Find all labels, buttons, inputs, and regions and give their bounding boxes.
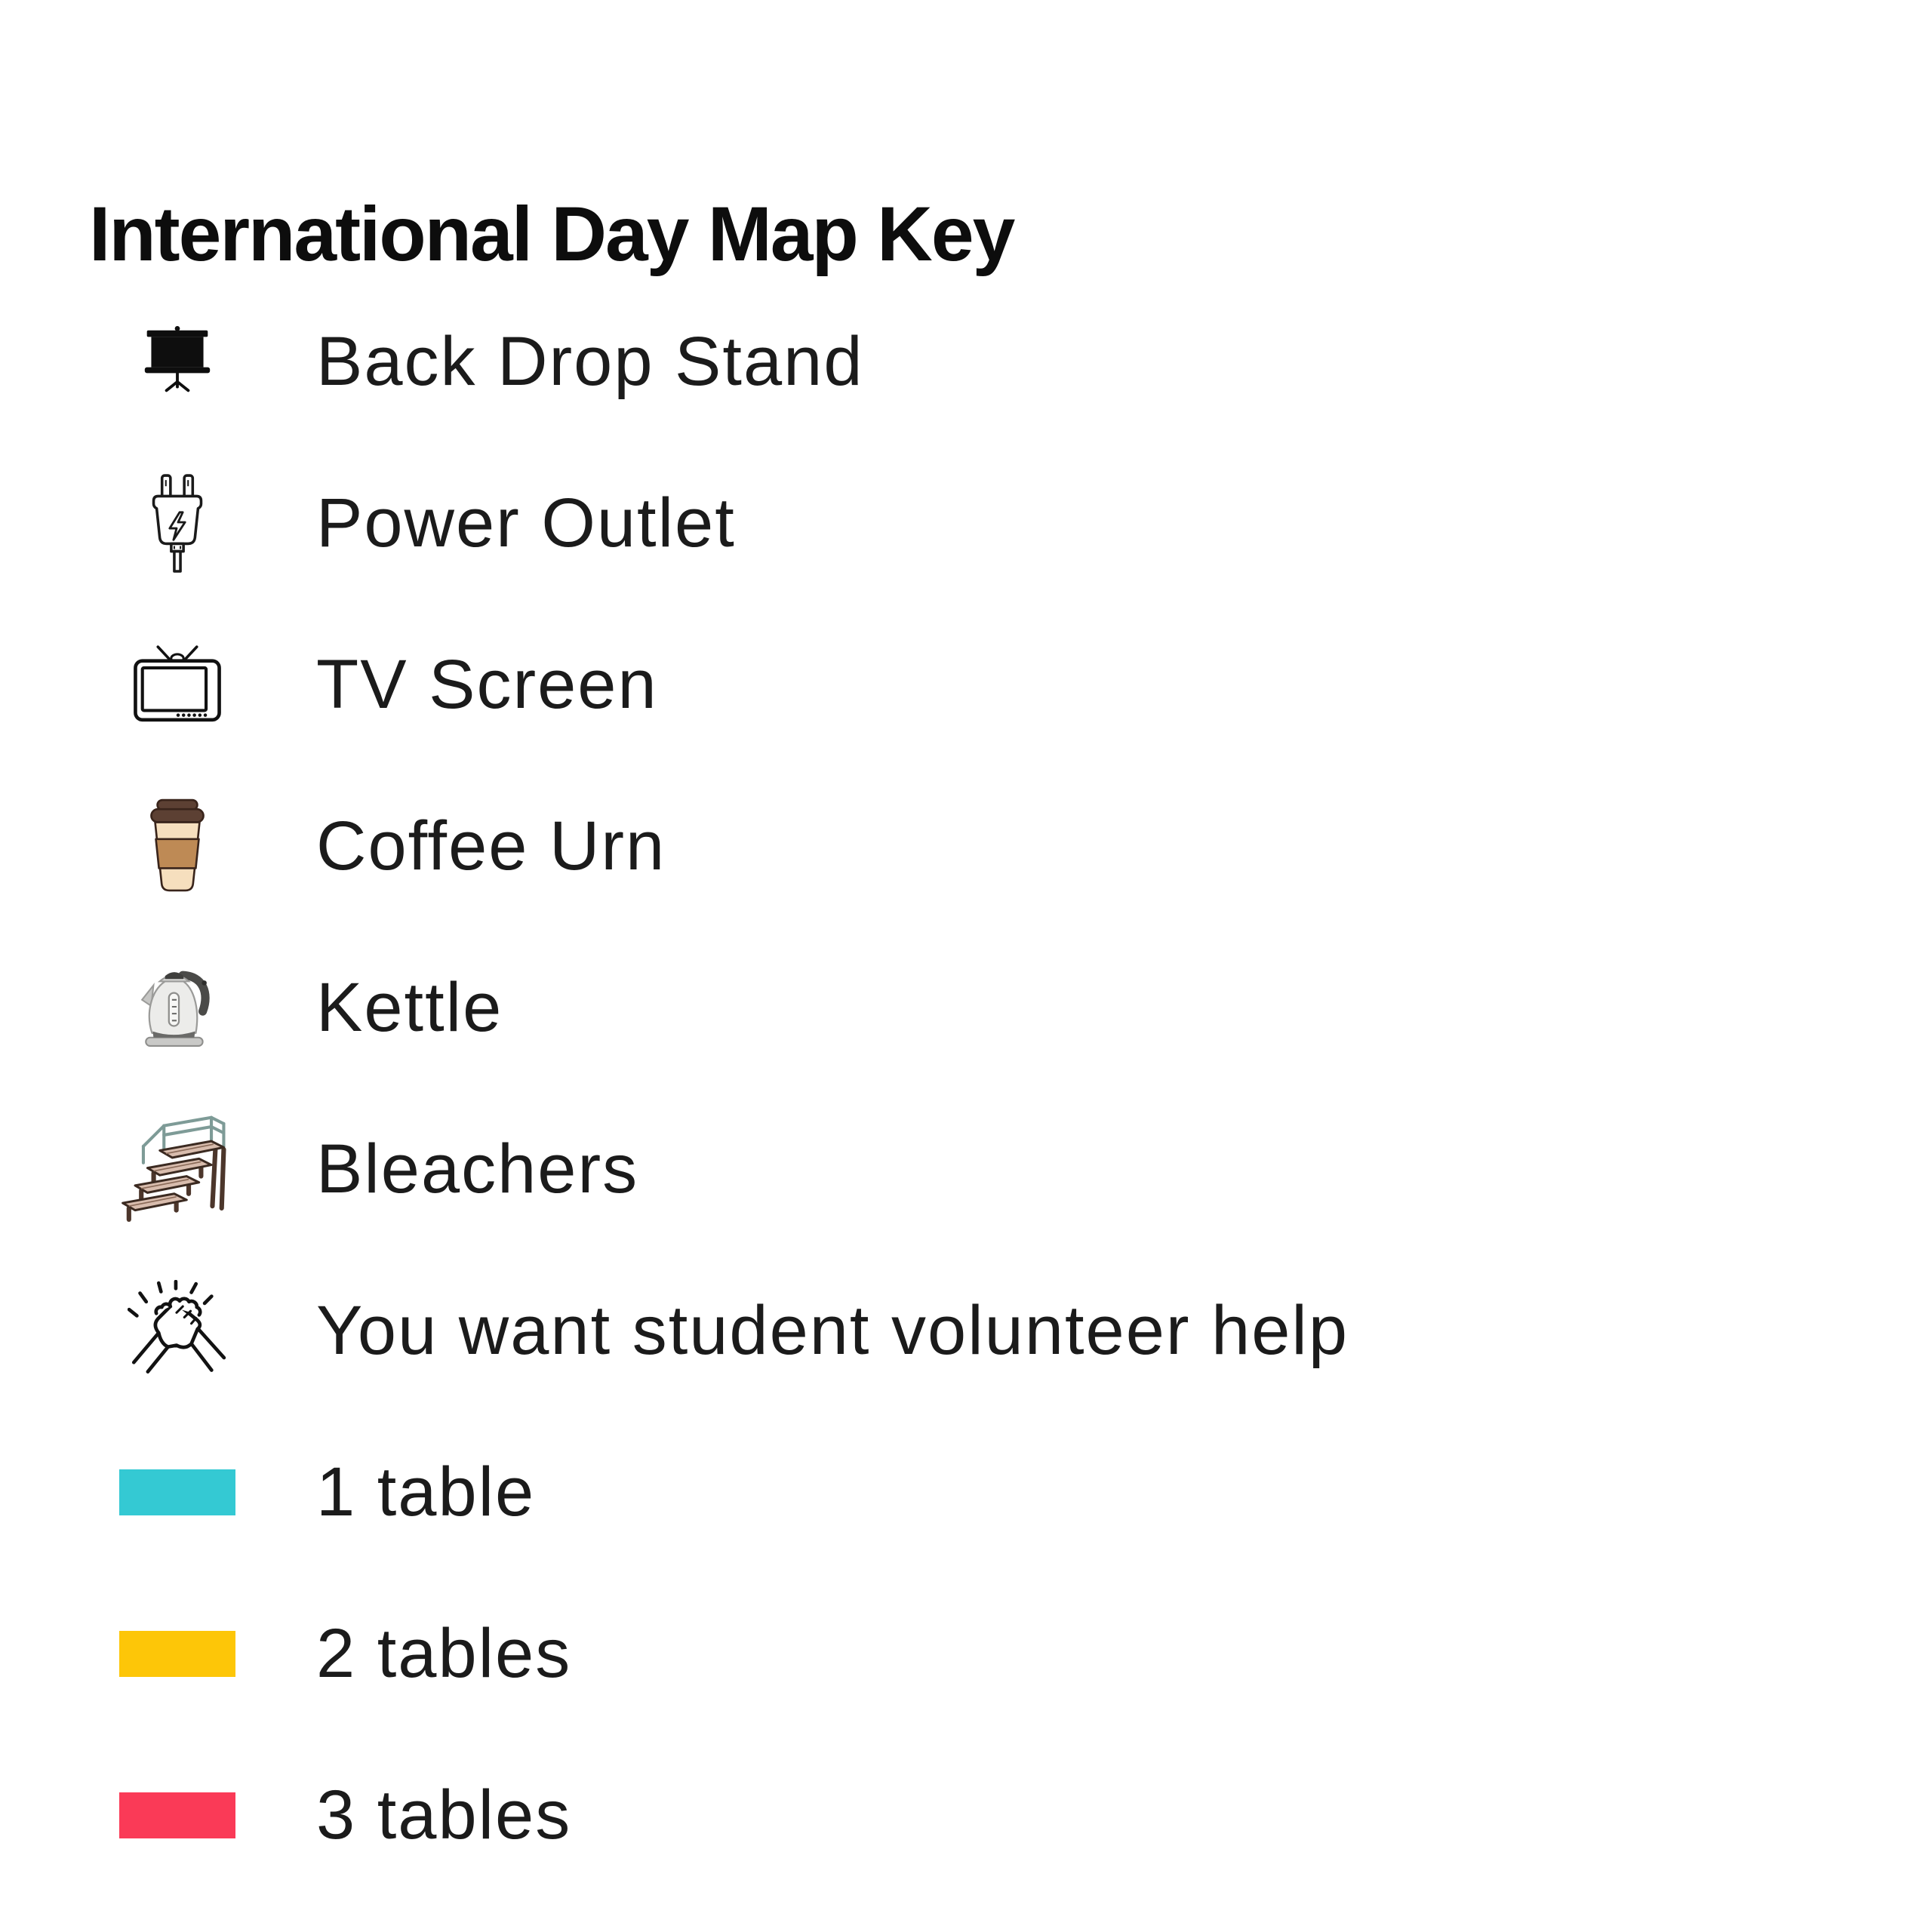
backdrop-stand-icon: [141, 325, 214, 398]
teal-swatch: [119, 1469, 235, 1515]
page-title: International Day Map Key: [89, 191, 1014, 277]
legend-label: TV Screen: [316, 645, 658, 723]
legend-row-kettle: [91, 927, 1887, 1088]
legend-label: Coffee Urn: [316, 807, 666, 884]
legend-label: Power Outlet: [316, 484, 736, 561]
legend-row-bleachers: [91, 1088, 1887, 1250]
legend-label: You want student volunteer help: [316, 1291, 1349, 1369]
bleachers-icon: [110, 1115, 245, 1223]
legend-row-power-outlet: [91, 442, 1887, 604]
legend-label: Kettle: [316, 968, 503, 1046]
legend-row-tv-screen: [91, 604, 1887, 765]
legend-swatch-cell: [100, 1792, 254, 1838]
legend-label: Back Drop Stand: [316, 322, 864, 400]
yellow-swatch: [119, 1631, 235, 1677]
legend-icon-cell: [100, 1280, 254, 1381]
legend-list: [91, 281, 1887, 1896]
legend-label: 3 tables: [316, 1776, 572, 1854]
legend-row-2-tables: [91, 1573, 1887, 1734]
legend-swatch-cell: [100, 1631, 254, 1677]
legend-row-coffee-urn: [91, 765, 1887, 927]
kettle-icon: [137, 967, 218, 1048]
legend-label: Bleachers: [316, 1130, 639, 1208]
legend-row-1-table: [91, 1411, 1887, 1573]
legend-row-volunteer-help: [91, 1250, 1887, 1411]
legend-row-3-tables: [91, 1734, 1887, 1896]
legend-icon-cell: [100, 325, 254, 398]
legend-label: 1 table: [316, 1453, 536, 1531]
legend-icon-cell: [100, 644, 254, 725]
legend-icon-cell: [100, 798, 254, 894]
handshake-icon: [128, 1280, 227, 1381]
legend-row-backdrop-stand: [91, 281, 1887, 442]
legend-icon-cell: [100, 1115, 254, 1223]
legend-swatch-cell: [100, 1469, 254, 1515]
coffee-cup-icon: [143, 798, 212, 894]
legend-icon-cell: [100, 473, 254, 573]
legend-label: 2 tables: [316, 1614, 572, 1692]
power-plug-icon: [150, 473, 205, 573]
legend-icon-cell: [100, 967, 254, 1048]
tv-icon: [131, 644, 224, 725]
red-swatch: [119, 1792, 235, 1838]
